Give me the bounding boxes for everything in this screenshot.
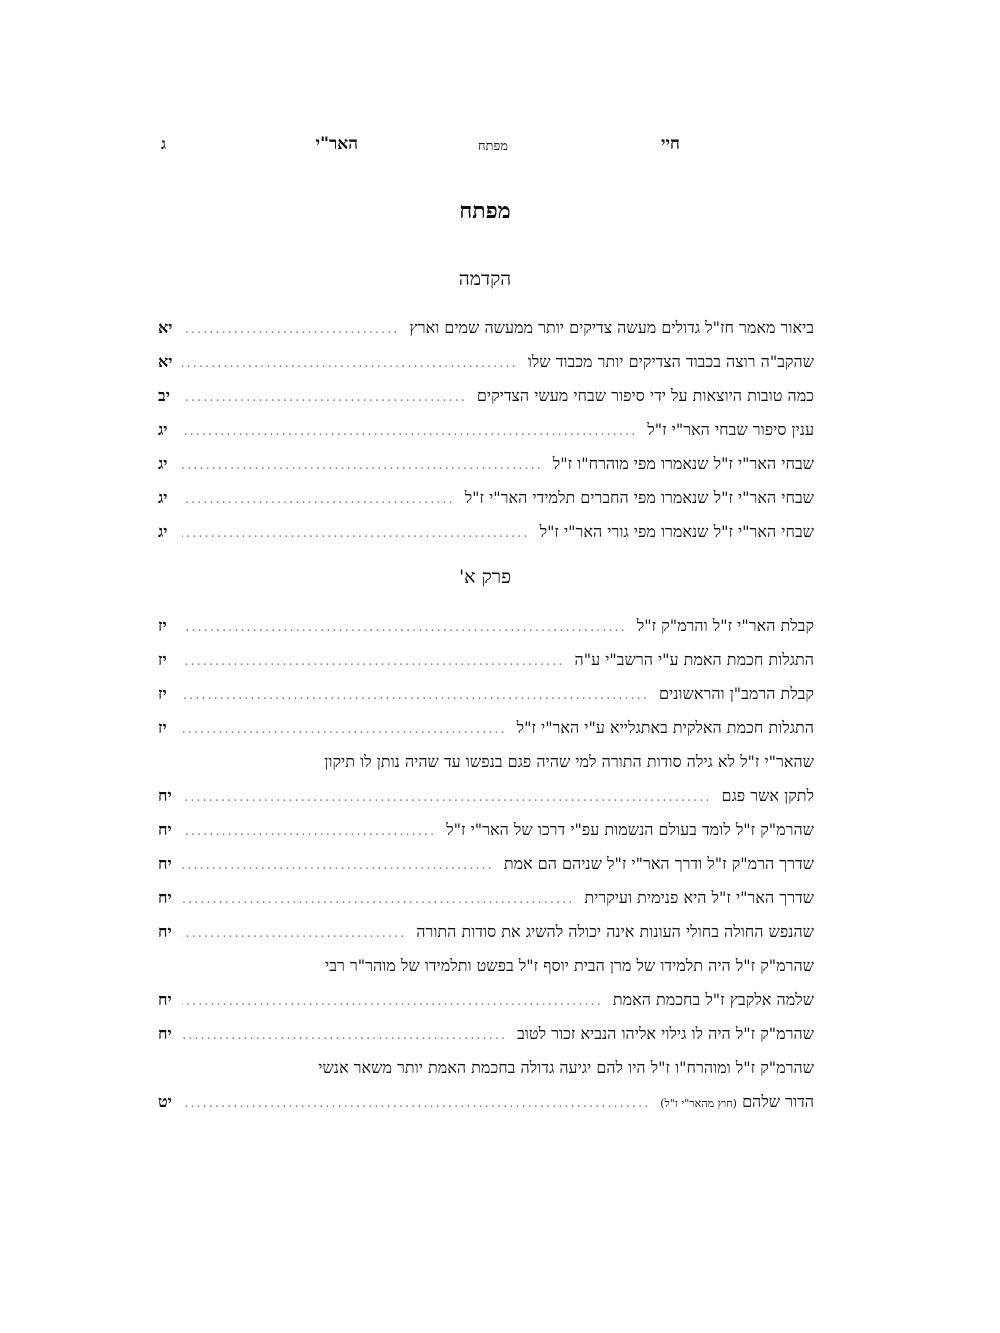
toc-entry-text: התגלות חכמת האלקית באתגלייא ע"י האר"י ז"ל: [516, 718, 814, 737]
toc-entry-page: יז: [158, 718, 167, 737]
toc-section-introduction: [158, 311, 814, 549]
toc-entry-page: יח: [158, 990, 172, 1009]
toc-entry-text: שלמה אלקבץ ז"ל בחכמת האמת: [612, 990, 814, 1009]
toc-entry-continued-line[interactable]: [158, 949, 814, 983]
toc-entry-text: קבלת האר"י ז"ל והרמ"ק ז"ל: [636, 616, 814, 635]
dot-leader: [182, 1087, 650, 1121]
dot-leader: [182, 517, 530, 551]
toc-entry-text: שדרך האר"י ז"ל היא פנימית ועיקרית: [584, 888, 814, 907]
toc-entry[interactable]: [158, 609, 814, 643]
toc-entry[interactable]: [158, 813, 814, 847]
toc-entry-text: התגלות חכמת האמת ע"י הרשב"י ע"ה: [574, 650, 814, 669]
toc-entry-text: שהקב"ה רוצה בכבוד הצדיקים יותר מכבוד שלו: [527, 352, 814, 371]
toc-entry-text: שבחי האר"י ז"ל שנאמרו מפי מוהרח"ו ז"ל: [552, 454, 814, 473]
toc-entry-page: יח: [158, 1024, 172, 1043]
dot-leader: [182, 985, 603, 1019]
toc-entry[interactable]: [158, 379, 814, 413]
toc-entry-page: יא: [158, 352, 173, 371]
dot-leader: [182, 849, 494, 883]
dot-leader: [182, 645, 565, 679]
header-center-text: מפתח: [477, 139, 508, 154]
dot-leader: [182, 347, 518, 381]
toc-entry[interactable]: [158, 447, 814, 481]
toc-entry-text: [650, 1085, 814, 1121]
dot-leader: [182, 679, 649, 713]
toc-entry-page: יח: [158, 786, 172, 805]
toc-entry-page: יג: [158, 420, 168, 439]
section-heading-chapter-1: פרק א': [458, 566, 512, 588]
toc-entry[interactable]: [158, 983, 814, 1017]
toc-entry[interactable]: [158, 515, 814, 549]
toc-entry-text: שדרך הרמ"ק ז"ל ודרך האר"י ז"ל שניהם הם אמת: [503, 854, 814, 873]
toc-entry-continued-line[interactable]: [158, 745, 814, 779]
toc-entry-text: שבחי האר"י ז"ל שנאמרו מפי גורי האר"י ז"ל: [539, 522, 814, 541]
dot-leader: [182, 415, 637, 449]
toc-entry-text-line1: שהרמ"ק ז"ל ומוהרח"ו ז"ל היו להם יגיעה גדולה בחכמת האמת יותר משאר אנשי: [318, 1058, 814, 1077]
toc-entry[interactable]: [158, 1085, 814, 1119]
dot-leader: [182, 1019, 507, 1053]
toc-entry-text: ענין סיפור שבחי האר"י ז"ל: [647, 420, 814, 439]
toc-entry-page: יב: [158, 386, 170, 405]
toc-entry[interactable]: [158, 711, 814, 745]
toc-entry-page: יח: [158, 888, 172, 907]
section-heading-introduction: הקדמה: [458, 268, 512, 290]
toc-entry-text-main: הדור שלהם: [742, 1092, 814, 1111]
toc-entry[interactable]: [158, 481, 814, 515]
toc-entry-page: יט: [158, 1092, 172, 1111]
toc-entry[interactable]: [158, 643, 814, 677]
toc-entry-text-line1: שהרמ"ק ז"ל היה תלמידו של מרן הבית יוסף ז"ל בפשט ותלמידו של מוהר"ר רבי: [325, 956, 814, 975]
toc-entry-page: יג: [158, 488, 168, 507]
toc-entry[interactable]: [158, 345, 814, 379]
toc-entry[interactable]: [158, 915, 814, 949]
toc-entry[interactable]: [158, 311, 814, 345]
page-title: מפתח: [459, 198, 511, 224]
toc-entry-text: ביאור מאמר חז"ל גדולים מעשה צדיקים יותר ממעשה שמים וארץ: [409, 318, 814, 337]
dot-leader: [182, 611, 627, 645]
dot-leader: [182, 917, 406, 951]
dot-leader: [182, 449, 543, 483]
toc-entry-page: יז: [158, 650, 167, 669]
toc-entry-text: קבלת הרמב"ן והראשונים: [659, 684, 814, 703]
toc-section-chapter-1: [158, 609, 814, 1119]
toc-entry-text: לתקן אשר פגם: [721, 786, 814, 805]
toc-entry[interactable]: [158, 413, 814, 447]
dot-leader: [182, 713, 507, 747]
toc-entry-page: יז: [158, 684, 167, 703]
toc-entry-text: שהנפש החולה בחולי העונות אינה יכולה להשיג את סודות התורה: [416, 922, 814, 941]
toc-entry-text-note: (חוץ מהאר"י ז"ל): [660, 1097, 737, 1110]
toc-entry-page: יז: [158, 616, 167, 635]
dot-leader: [182, 883, 574, 917]
toc-entry-page: יג: [158, 454, 168, 473]
toc-entry-text-line1: שהאר"י ז"ל לא גילה סודות התורה למי שהיה פגם בנפשו עד שהיה נותן לו תיקון: [324, 752, 814, 771]
header-page-number: ג: [161, 135, 166, 153]
toc-entry-page: יח: [158, 854, 172, 873]
dot-leader: [182, 313, 399, 347]
toc-entry-page: יח: [158, 820, 172, 839]
dot-leader: [182, 815, 436, 849]
toc-entry-text: שהרמ"ק ז"ל לומד בעולם הנשמות עפ"י דרכו של האר"י ז"ל: [446, 820, 814, 839]
toc-entry-page: יא: [158, 318, 173, 337]
dot-leader: [182, 483, 455, 517]
toc-entry-text: שהרמ"ק ז"ל היה לו גילוי אליהו הנביא זכור לטוב: [517, 1024, 814, 1043]
toc-entry[interactable]: [158, 881, 814, 915]
toc-entry[interactable]: [158, 847, 814, 881]
toc-entry-text: שבחי האר"י ז"ל שנאמרו מפי החברים תלמידי האר"י ז"ל: [464, 488, 814, 507]
toc-entry-text: כמה טובות היוצאות על ידי סיפור שבחי מעשי הצדיקים: [476, 386, 814, 405]
toc-entry-page: יח: [158, 922, 172, 941]
toc-entry-page: יג: [158, 522, 168, 541]
header-right-text: חיי: [661, 134, 680, 154]
toc-entry[interactable]: [158, 1017, 814, 1051]
toc-entry[interactable]: [158, 677, 814, 711]
toc-entry-continued-line[interactable]: [158, 1051, 814, 1085]
header-title-text: האר"י: [315, 134, 358, 154]
dot-leader: [182, 781, 712, 815]
toc-entry[interactable]: [158, 779, 814, 813]
running-header: [150, 133, 680, 157]
dot-leader: [182, 381, 467, 415]
